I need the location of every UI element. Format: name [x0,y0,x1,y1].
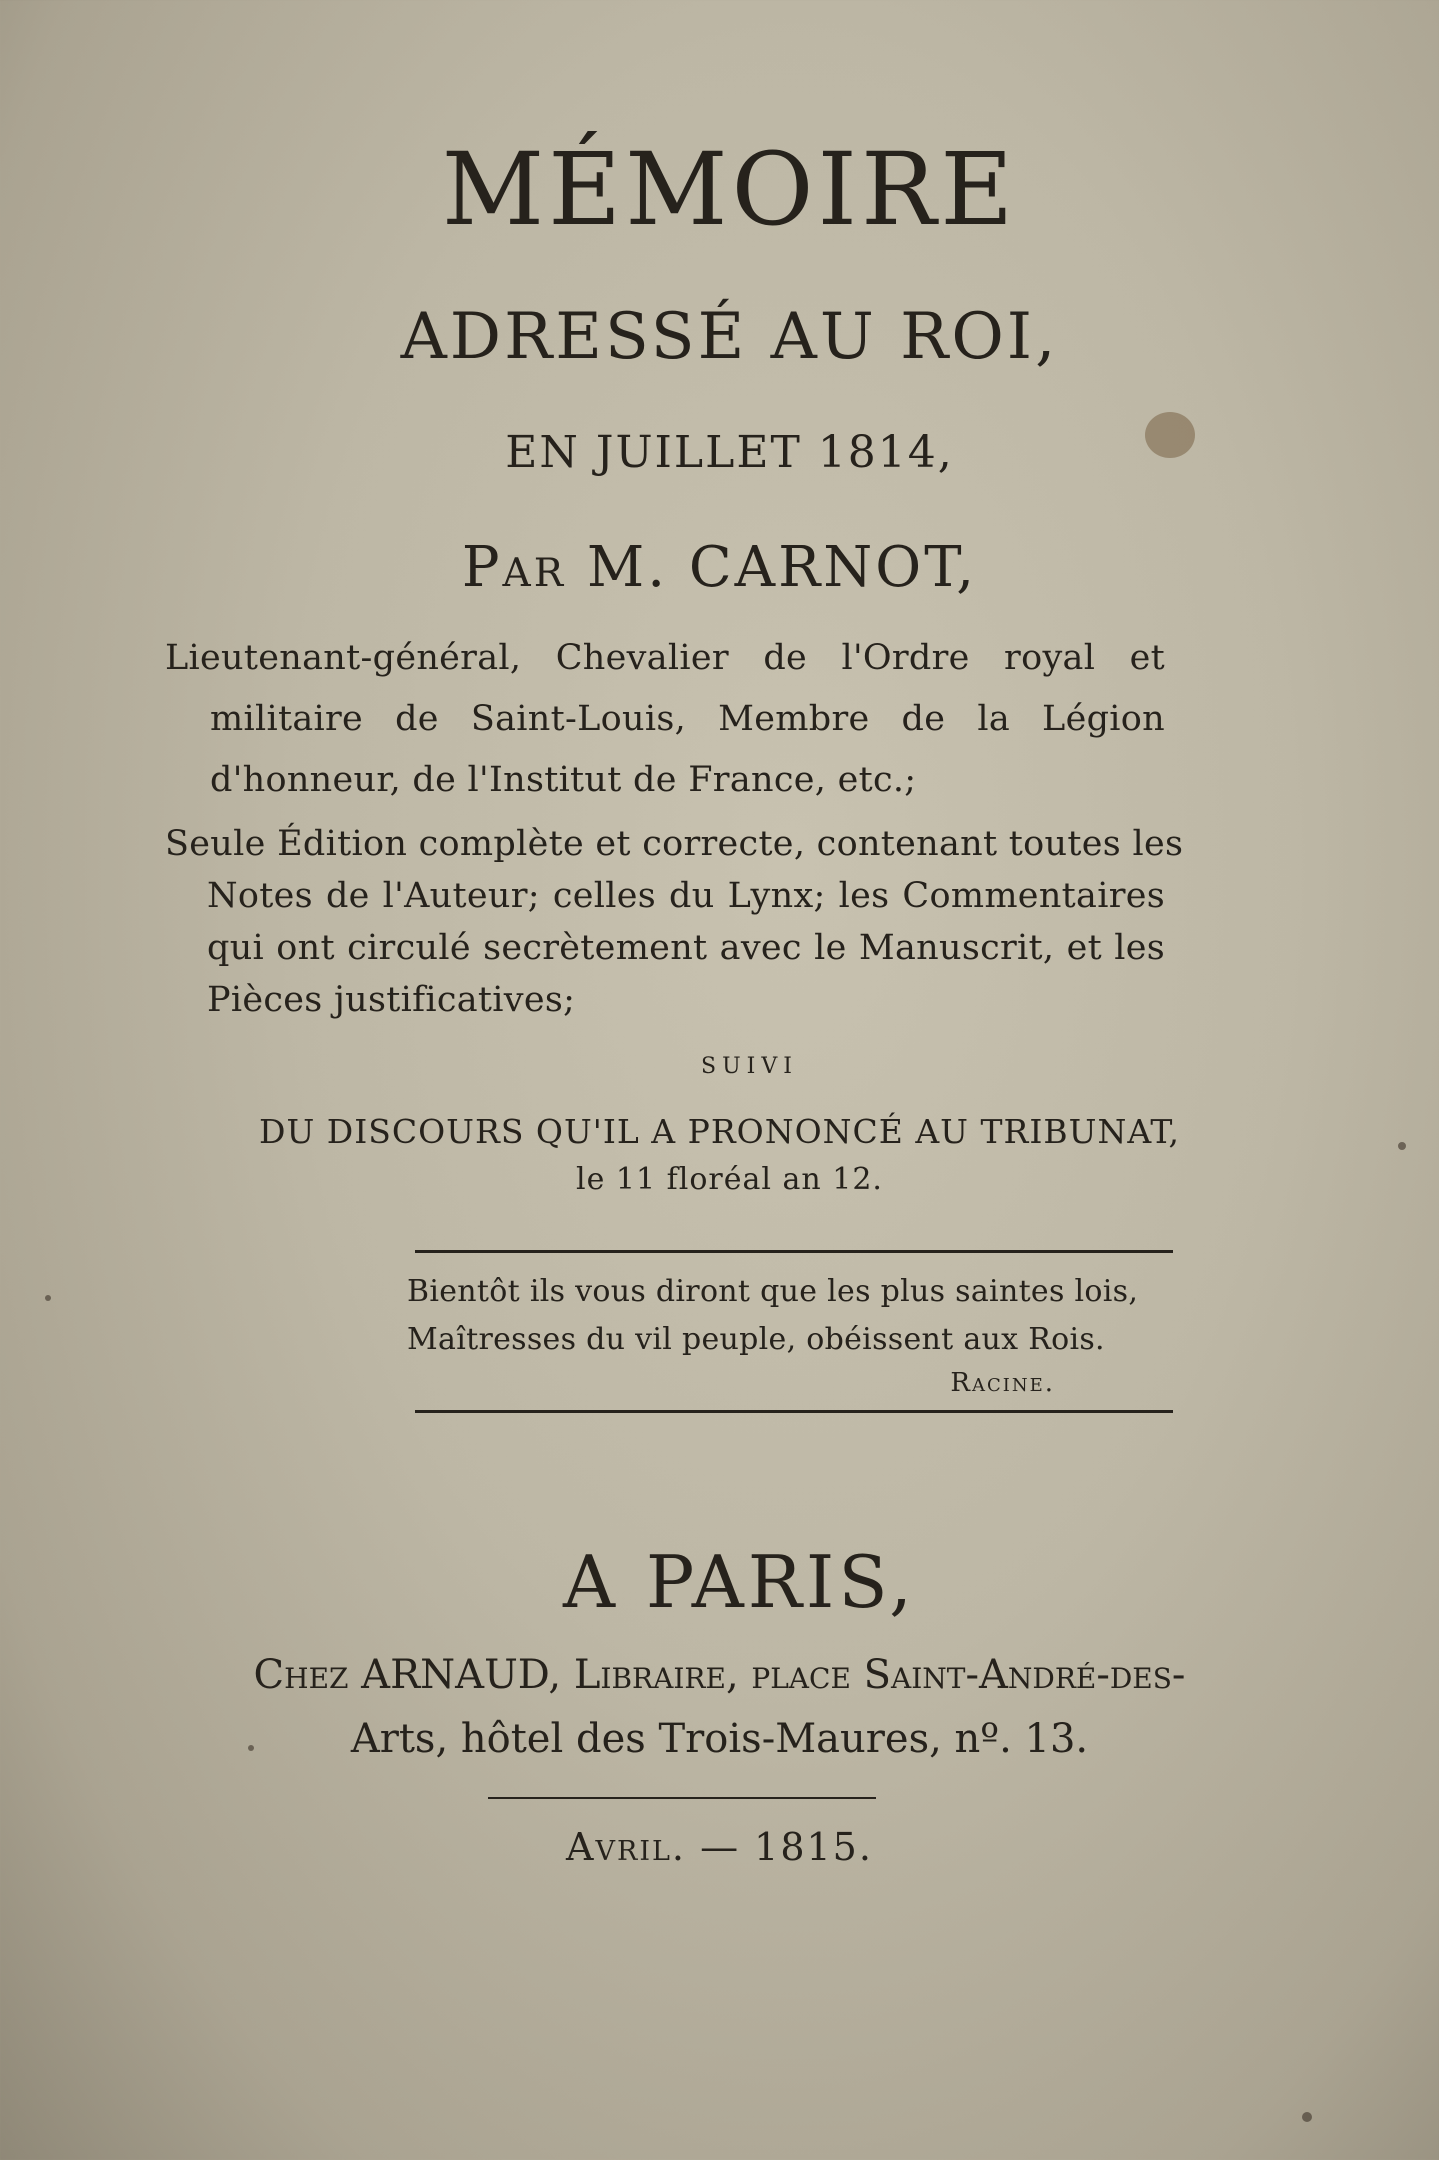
imprint-city: A PARIS, [562,1540,916,1624]
discours-title: DU DISCOURS QU'IL A PRONONCÉ AU TRIBUNAT, [259,1112,1180,1151]
imprint-date: Avril. — 1815. [566,1825,873,1869]
paper-stain [1145,412,1195,458]
date-line: EN JUILLET 1814, [505,427,954,478]
edition-notes [165,818,1184,1026]
paper-speck [1398,1142,1406,1150]
author-line: Par M. CARNOT, [461,535,978,600]
epigraph-top-rule [415,1250,1173,1253]
author-titles-line: Lieutenant-général, Chevalier de l'Ordre royal et [165,638,1165,678]
author-titles-line: militaire de Saint-Louis, Membre de la Légion [210,699,1165,739]
edition-notes-line: Seule Édition complète et correcte, contenant toutes les [165,824,1184,864]
epigraph-bottom-rule [415,1410,1173,1413]
paper-speck [1302,2112,1312,2122]
edition-notes-line: qui ont circulé secrètement avec le Manuscrit, et les [207,928,1165,968]
paper-speck [45,1295,51,1301]
imprint-rule [488,1797,876,1799]
main-title: MÉMOIRE [441,131,1018,248]
subtitle: ADRESSÉ AU ROI, [400,300,1059,374]
epigraph-line: Maîtresses du vil peuple, obéissent aux Rois. [407,1322,1105,1357]
edition-notes-line: Notes de l'Auteur; celles du Lynx; les Commentaires [207,876,1165,916]
epigraph [407,1268,1177,1402]
discours-date: le 11 floréal an 12. [576,1162,883,1197]
epigraph-line: Bientôt ils vous diront que les plus saintes lois, [407,1274,1139,1309]
edition-notes-line: Pièces justificatives; [207,980,576,1020]
suivi-label: SUIVI [701,1054,798,1079]
author-titles-line: d'honneur, de l'Institut de France, etc.; [210,760,917,800]
paper-speck [248,1745,254,1751]
publisher-line-2: Arts, hôtel des Trois-Maures, nº. 13. [350,1716,1089,1762]
publisher-line-1: Chez ARNAUD, Libraire, place Saint-André-des- [253,1652,1186,1698]
epigraph-attribution: Racine. [950,1368,1055,1398]
author-titles [165,628,1165,811]
